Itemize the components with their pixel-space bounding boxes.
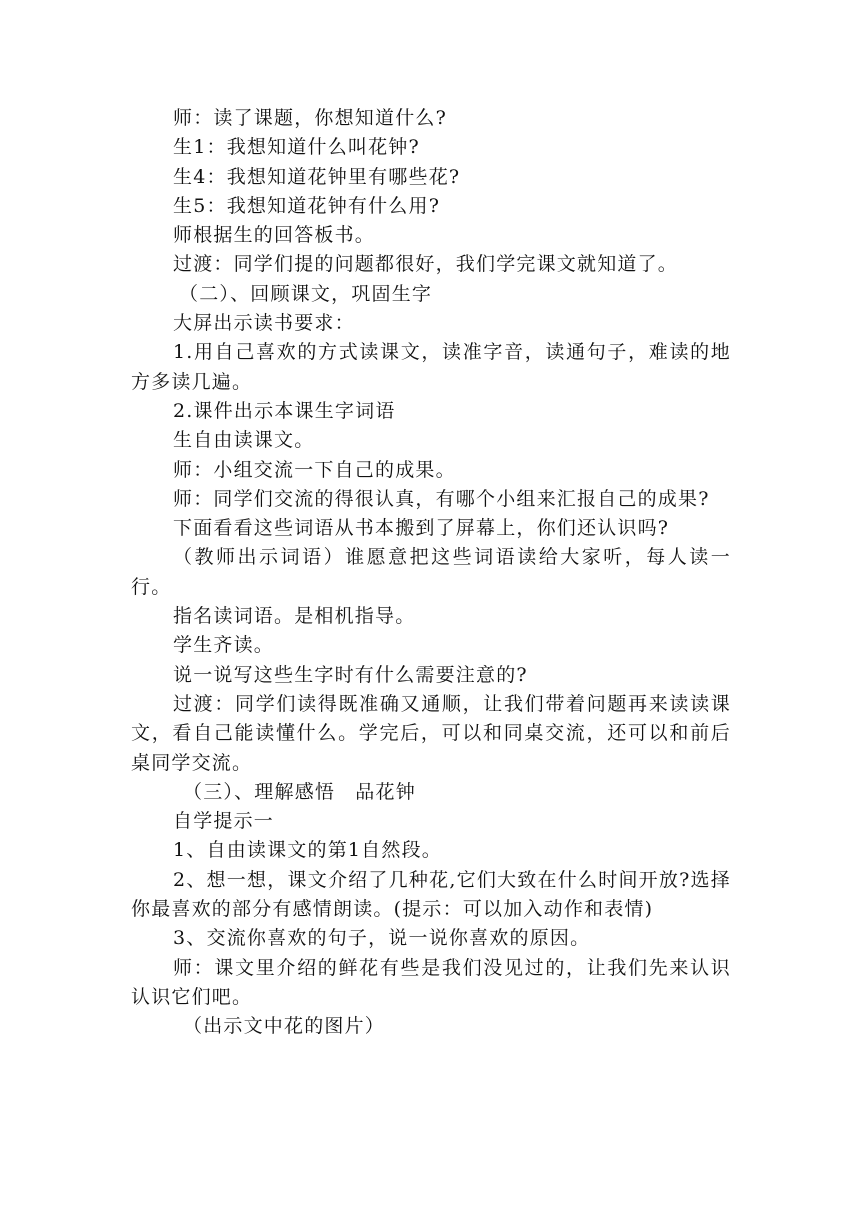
paragraph-24: 3、交流你喜欢的句子，说一说你喜欢的原因。 xyxy=(173,927,591,950)
section-heading-3: （三）、理解感悟 品花钟 xyxy=(183,780,416,803)
paragraph-9: 1.用自己喜欢的方式读课文，读准字音，读通句子，难读的地方多读几遍。 xyxy=(131,341,731,393)
paragraph-21: 自学提示一 xyxy=(173,810,275,833)
paragraph-11: 生自由读课文。 xyxy=(173,429,315,452)
section-heading-2: （二）、回顾课文，巩固生字 xyxy=(179,282,433,305)
paragraph-8: 大屏出示读书要求： xyxy=(173,312,355,335)
paragraph-13: 师：同学们交流的得很认真，有哪个小组来汇报自己的成果? xyxy=(173,487,710,510)
paragraph-23: 2、想一想，课文介绍了几种花,它们大致在什么时间开放?选择你最喜欢的部分有感情朗读。(提示：可以加入动作和表情) xyxy=(131,868,731,921)
paragraph-6: 过渡：同学们提的问题都很好，我们学完课文就知道了。 xyxy=(173,253,679,276)
paragraph-1: 师：读了课题，你想知道什么? xyxy=(173,107,447,129)
paragraph-15: （教师出示词语）谁愿意把这些词语读给大家听，每人读一行。 xyxy=(131,546,731,598)
paragraph-10: 2.课件出示本课生字词语 xyxy=(173,399,396,422)
paragraph-12: 师：小组交流一下自己的成果。 xyxy=(173,458,456,481)
paragraph-4: 生5：我想知道花钟有什么用? xyxy=(173,194,441,217)
paragraph-18: 说一说写这些生字时有什么需要注意的? xyxy=(173,663,528,686)
paragraph-22: 1、自由读课文的第1自然段。 xyxy=(173,839,442,862)
paragraph-16: 指名读词语。是相机指导。 xyxy=(173,605,416,628)
document-body xyxy=(131,104,731,1042)
paragraph-17: 学生齐读。 xyxy=(173,634,275,657)
paragraph-25: 师：课文里介绍的鲜花有些是我们没见过的，让我们先来认识认识它们吧。 xyxy=(131,956,731,1008)
paragraph-19: 过渡：同学们读得既准确又通顺，让我们带着问题再来读读课文，看自己能读懂什么。学完后，可以和同桌交流，还可以和前后桌同学交流。 xyxy=(131,692,731,774)
paragraph-3: 生4：我想知道花钟里有哪些花? xyxy=(173,165,461,188)
paragraph-14: 下面看看这些词语从书本搬到了屏幕上，你们还认识吗? xyxy=(173,517,670,540)
paragraph-5: 师根据生的回答板书。 xyxy=(173,224,376,247)
paragraph-2: 生1：我想知道什么叫花钟? xyxy=(173,136,420,159)
paragraph-26: （出示文中花的图片） xyxy=(183,1015,386,1038)
